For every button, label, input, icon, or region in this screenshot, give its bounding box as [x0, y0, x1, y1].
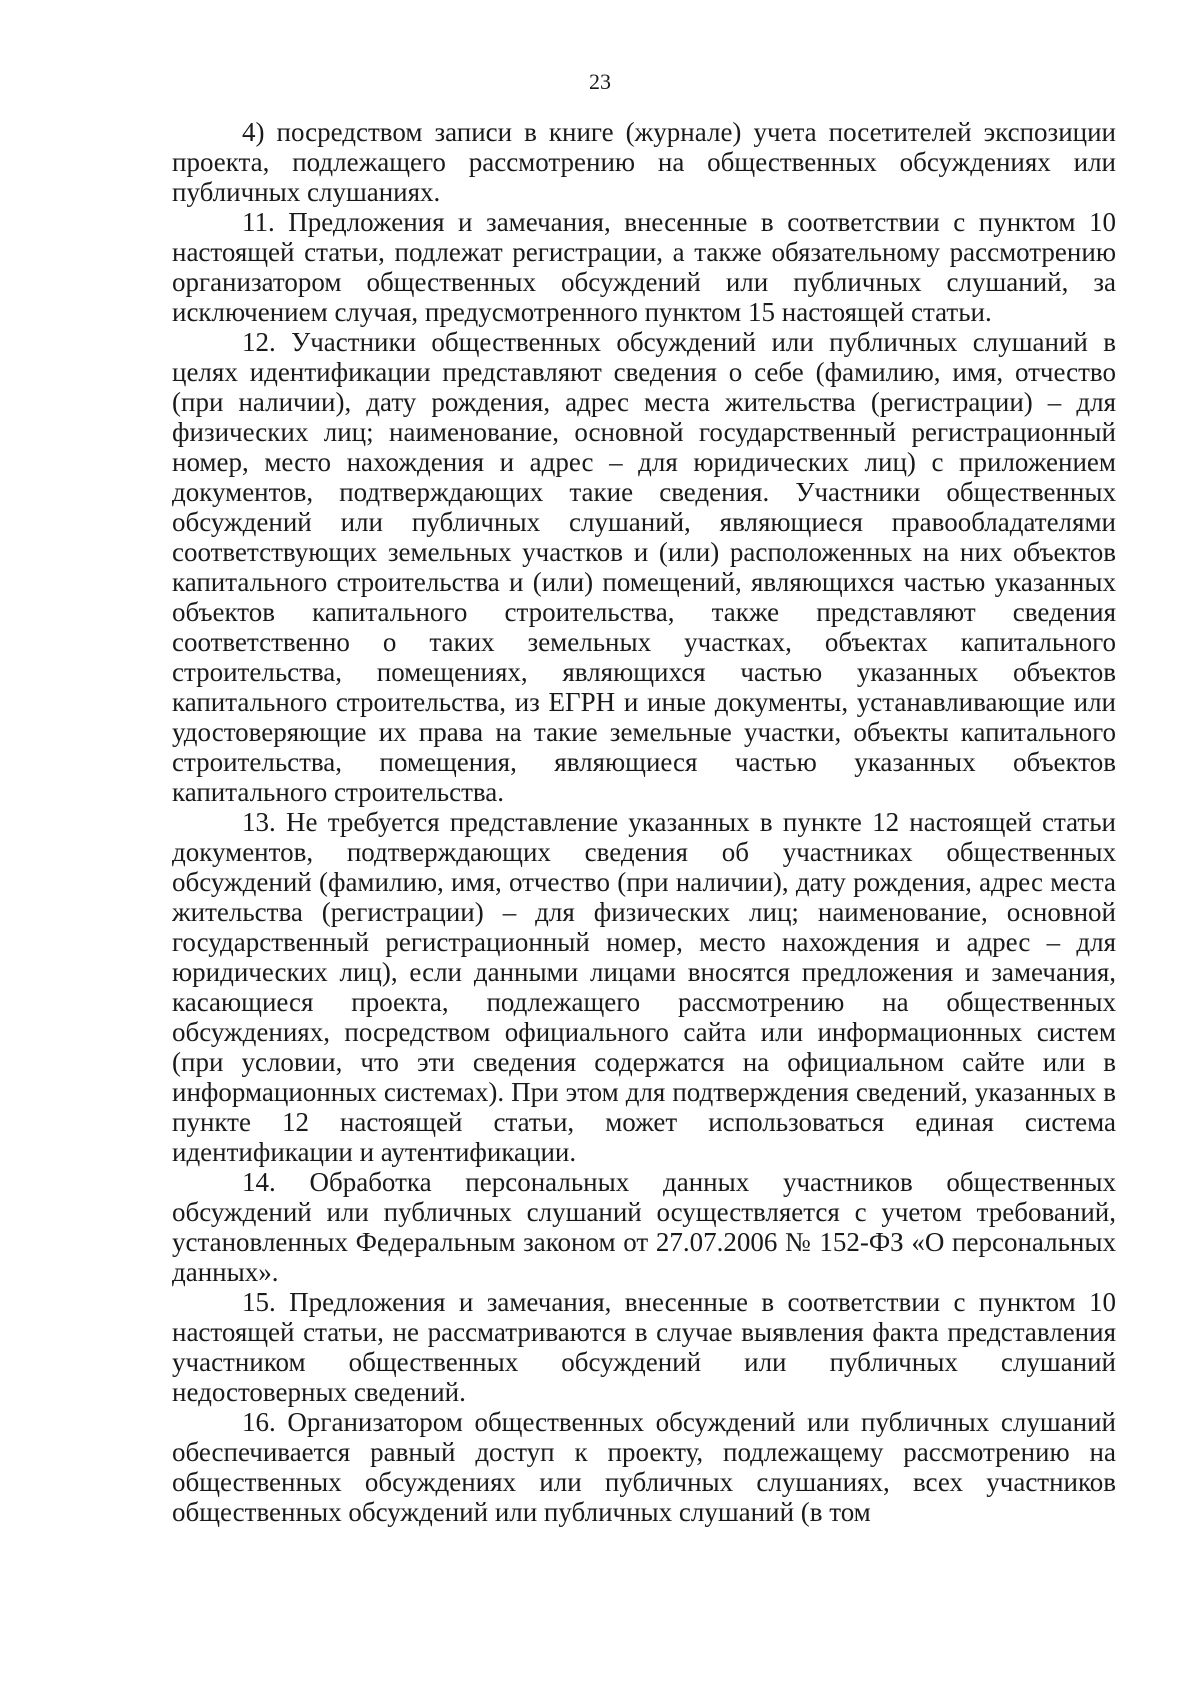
document-body: [172, 117, 1116, 1527]
paragraph-15: 15. Предложения и замечания, внесенные в соответствии с пунктом 10 настоящей статьи, не рассматриваются в случае выявления факта представления участником общественных обсуждений или публичных слушаний недостоверных сведений.: [172, 1287, 1116, 1407]
paragraph-12: 12. Участники общественных обсуждений или публичных слушаний в целях идентификации представляют сведения о себе (фамилию, имя, отчество (при наличии), дату рождения, адрес места жительства (регистрации) – для физических лиц; наименование, основной государственный регистрационный номер, место нахождения и адрес – для юридических лиц) с приложением документов, подтверждающих такие сведения. Участники общественных обсуждений или публичных слушаний, являющиеся правообладателями соответствующих земельных участков и (или) расположенных на них объектов капитального строительства и (или) помещений, являющихся частью указанных объектов капитального строительства, также представляют сведения соответственно о таких земельных участках, объектах капитального строительства, помещениях, являющихся частью указанных объектов капитального строительства, из ЕГРН и иные документы, устанавливающие или удостоверяющие их права на такие земельные участки, объекты капитального строительства, помещения, являющиеся частью указанных объектов капитального строительства.: [172, 327, 1116, 807]
paragraph-14: 14. Обработка персональных данных участников общественных обсуждений или публичных слушаний осуществляется с учетом требований, установленных Федеральным законом от 27.07.2006 № 152-ФЗ «О персональных данных».: [172, 1167, 1116, 1287]
paragraph-16: 16. Организатором общественных обсуждений или публичных слушаний обеспечивается равный доступ к проекту, подлежащему рассмотрению на общественных обсуждениях или публичных слушаниях, всех участников общественных обсуждений или публичных слушаний (в том: [172, 1407, 1116, 1527]
paragraph-4-item: 4) посредством записи в книге (журнале) учета посетителей экспозиции проекта, подлежащего рассмотрению на общественных обсуждениях или публичных слушаниях.: [172, 117, 1116, 207]
page-number: 23: [589, 69, 611, 94]
paragraph-11: 11. Предложения и замечания, внесенные в соответствии с пунктом 10 настоящей статьи, подлежат регистрации, а также обязательному рассмотрению организатором общественных обсуждений или публичных слушаний, за исключением случая, предусмотренного пунктом 15 настоящей статьи.: [172, 207, 1116, 327]
paragraph-13: 13. Не требуется представление указанных в пункте 12 настоящей статьи документов, подтверждающих сведения об участниках общественных обсуждений (фамилию, имя, отчество (при наличии), дату рождения, адрес места жительства (регистрации) – для физических лиц; наименование, основной государственный регистрационный номер, место нахождения и адрес – для юридических лиц), если данными лицами вносятся предложения и замечания, касающиеся проекта, подлежащего рассмотрению на общественных обсуждениях, посредством официального сайта или информационных систем (при условии, что эти сведения содержатся на официальном сайте или в информационных системах). При этом для подтверждения сведений, указанных в пункте 12 настоящей статьи, может использоваться единая система идентификации и аутентификации.: [172, 807, 1116, 1167]
